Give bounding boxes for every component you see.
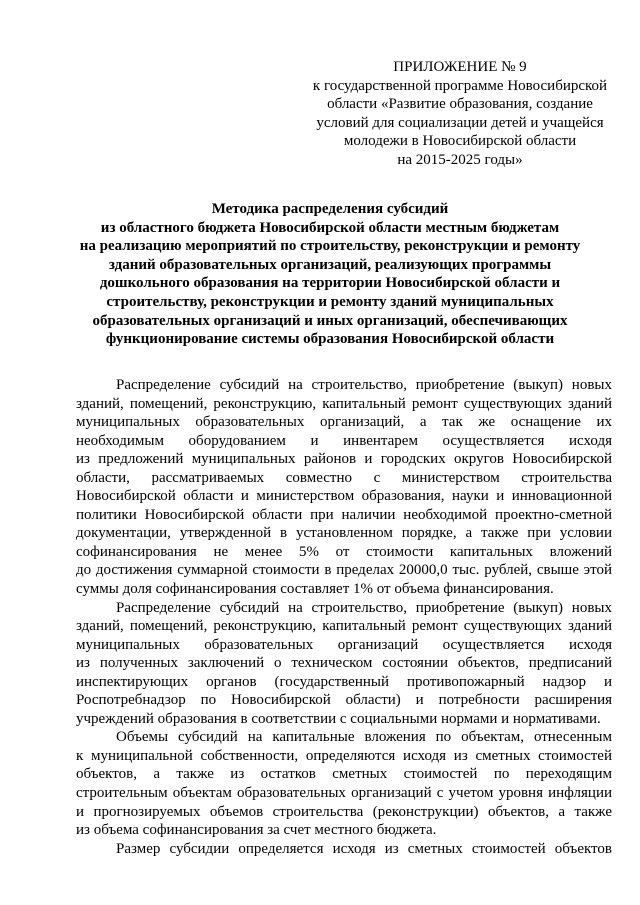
title-line: на реализацию мероприятий по строительству, реконструкции и ремонту — [79, 238, 581, 255]
text-line: Распределение субсидий на строительство, приобретение (выкуп) новых — [116, 377, 612, 393]
text-line: зданий, помещений, реконструкцию, капитальный ремонт существующих зданий — [76, 618, 612, 635]
appendix-line: условий для социализации детей и учащейся — [316, 114, 604, 131]
text-line: строительным объектам образовательных организаций с учетом уровня инфляции — [76, 785, 612, 802]
text-line: к муниципальной собственности, определяются исходя из сметных стоимостей — [76, 747, 612, 764]
text-line: зданий, помещений, реконструкцию, капитальный ремонт существующих зданий — [76, 395, 612, 412]
text-line: и прогнозируемых объемов строительства (реконструкции) объектов, а также — [76, 803, 612, 820]
text-line: области, рассматриваемых совместно с министерством строительства — [76, 469, 612, 486]
text-line: политики Новосибирской области при наличии необходимой проектно-сметной — [76, 506, 612, 523]
appendix-line: на 2015-2025 годы» — [397, 151, 523, 168]
text-line: инспектирующих органов (государственный противопожарный надзор и — [76, 673, 612, 690]
text-line: из предложений муниципальных районов и городских округов Новосибирской — [76, 451, 612, 468]
text-line: Размер субсидии определяется исходя из сметных стоимостей объектов — [116, 840, 612, 857]
text-line: Новосибирской области и министерством образования, науки и инновационной — [76, 488, 612, 505]
text-line: объектов, а также из остатков сметных стоимостей по переходящим — [76, 766, 612, 783]
title-line: из областного бюджета Новосибирской области местным бюджетам — [100, 219, 560, 236]
appendix-header — [300, 58, 620, 169]
paragraph-4 — [76, 840, 612, 859]
text-line: документации, утвержденной в установленном порядке, а также при условии — [76, 525, 612, 542]
text-line: софинансирования не менее 5% от стоимости капитальных вложений — [76, 543, 612, 560]
text-line: суммы доля софинансирования составляет 1% от объема финансирования. — [76, 581, 554, 598]
text-line: учреждений образования в соответствии с социальными нормами и нормативами. — [76, 710, 601, 727]
text-line: Роспотребнадзор по Новосибирской области) и потребности расширения — [76, 692, 612, 709]
paragraph-1 — [76, 376, 612, 599]
paragraph-2 — [76, 599, 612, 729]
paragraph-3 — [76, 728, 612, 839]
text-line: из полученных заключений о техническом состоянии объектов, предписаний — [76, 655, 612, 672]
title-line: образовательных организаций и иных организаций, обеспечивающих — [92, 312, 568, 329]
title-line: строительству, реконструкции и ремонту зданий муниципальных — [106, 293, 554, 310]
text-line: муниципальных образовательных организаций осуществляется исходя — [76, 636, 612, 653]
appendix-number: ПРИЛОЖЕНИЕ № 9 — [393, 59, 527, 75]
text-line: Объемы субсидий на капитальные вложения по объектам, отнесенным — [116, 729, 612, 746]
text-line: муниципальных образовательных организаций, а так же оснащение их — [76, 414, 612, 431]
text-line: необходимым оборудованием и инвентарем осуществляется исходя — [76, 432, 612, 449]
title-line: зданий образовательных организаций, реализующих программы — [108, 256, 552, 273]
text-line: Распределение субсидий на строительство, приобретение (выкуп) новых — [116, 599, 612, 616]
appendix-line: области «Развитие образования, создание — [327, 96, 593, 112]
text-line: до достижения суммарной стоимости в пределах 20000,0 тыс. рублей, свыше этой — [76, 562, 612, 579]
appendix-line: к государственной программе Новосибирской — [312, 77, 608, 94]
document-body — [76, 376, 612, 858]
text-line: из объема софинансирования за счет местного бюджета. — [76, 822, 437, 839]
title-line: функционирование системы образования Новосибирской области — [105, 331, 555, 348]
appendix-line: молодежи в Новосибирской области — [343, 133, 577, 149]
document-title — [70, 200, 590, 349]
title-line: дошкольного образования на территории Новосибирской области и — [99, 275, 561, 292]
title-line: Методика распределения субсидий — [211, 201, 449, 217]
